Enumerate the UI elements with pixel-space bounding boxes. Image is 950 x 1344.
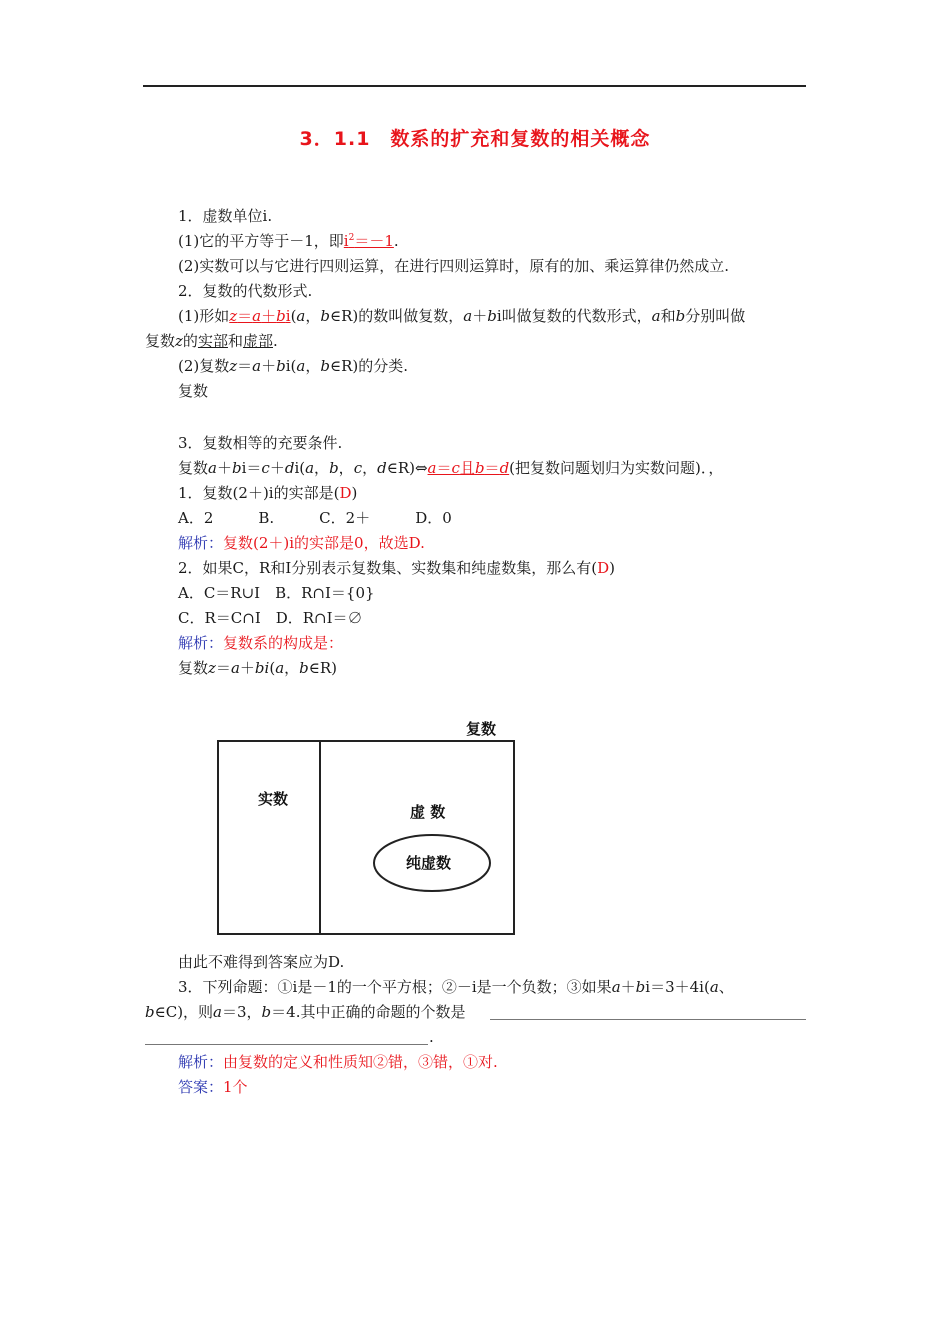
section-1-item-1 (178, 231, 399, 251)
answer-text: 1个 (223, 1078, 248, 1096)
question-3-stem-line-1: 3．下列命题：①i是－1的一个平方根；②－i是一个负数；③如果a＋bi＝3＋4i(a、 (178, 978, 734, 996)
section-2-item-3: 复数 (178, 382, 209, 400)
question-2-conclusion: 由此不难得到答案应为D. (178, 953, 345, 971)
text: ) (351, 484, 358, 502)
text: 1．复数(2＋)i的实部是( (178, 484, 340, 502)
pure-imaginary-label: 纯虚数 (406, 854, 452, 872)
question-1-options: A．2 B. C．2＋ D．0 (178, 509, 452, 527)
text: 和 (227, 332, 243, 350)
section-2-heading: 2．复数的代数形式. (178, 282, 313, 300)
text: ) (609, 559, 615, 577)
analysis-label: 解析： (178, 634, 224, 652)
analysis-label: 解析： (178, 534, 224, 552)
analysis-text: 由复数的定义和性质知②错，③错，①对. (223, 1053, 498, 1071)
text: (1)形如 (178, 307, 230, 325)
complex-number-diagram (210, 710, 520, 940)
question-3-analysis (178, 1052, 498, 1072)
section-2-item-1 (178, 306, 745, 326)
question-2-options-cd: C．R＝C∩I D．R∩I＝∅ (178, 609, 363, 627)
complex-set-box (218, 741, 514, 934)
imaginary-label: 虚 数 (410, 803, 446, 821)
answer-blank: z＝a＋bi (229, 307, 291, 325)
complex-label: 复数 (466, 720, 497, 738)
question-3-stem-line-2: b∈C)，则a＝3，b＝4.其中正确的命题的个数是 (145, 1003, 466, 1021)
section-3-item-1 (178, 458, 723, 478)
text: 复数a＋bi＝c＋di(a，b，c，d∈R)⇔ (178, 459, 428, 477)
question-1-analysis (178, 533, 425, 553)
answer-choice: D (597, 559, 610, 577)
analysis-text: 复数系的构成是： (223, 634, 344, 652)
text: (1)它的平方等于－1，即 (178, 232, 344, 250)
question-1-stem (178, 483, 357, 503)
real-part-term: 实部 (197, 332, 228, 350)
question-2-analysis (178, 633, 343, 653)
section-2-item-2: (2)复数z＝a＋bi(a，b∈R)的分类. (178, 357, 409, 375)
section-1-heading: 1．虚数单位i. (178, 207, 273, 225)
answer-blank-line (490, 1019, 806, 1020)
text: (a，b∈R)的数叫做复数，a＋bi叫做复数的代数形式，a和b分别叫做 (290, 307, 746, 325)
text: . (393, 232, 399, 250)
header-rule (143, 85, 806, 87)
page-title: 3．1.1 数系的扩充和复数的相关概念 (299, 128, 651, 150)
answer-choice: D (339, 484, 352, 502)
text: . (272, 332, 278, 350)
answer-blank: a＝c且b＝d (427, 459, 510, 477)
question-2-formula: 复数z＝a＋bi(a，b∈R) (178, 659, 338, 677)
answer-blank-line-2 (145, 1044, 428, 1045)
answer-blank: $i^2=-1$ (343, 232, 394, 250)
section-2-item-1-cont (145, 331, 278, 351)
real-label: 实数 (258, 790, 289, 808)
section-3-heading: 3．复数相等的充要条件. (178, 434, 343, 452)
question-2-stem (178, 558, 615, 578)
answer-label: 答案： (178, 1078, 224, 1096)
text: (把复数问题划归为实数问题)．， (509, 459, 724, 477)
text: 2．如果C，R和I分别表示复数集、实数集和纯虚数集，那么有( (178, 559, 598, 577)
section-1-item-2: (2)实数可以与它进行四则运算，在进行四则运算时，原有的加、乘运算律仍然成立. (178, 257, 730, 275)
analysis-label: 解析： (178, 1053, 224, 1071)
text: 复数z的 (145, 332, 198, 350)
question-2-options-ab: A．C＝R∪I B．R∩I＝{0} (178, 584, 375, 602)
imag-part-term: 虚部 (242, 332, 273, 350)
question-3-period: . (429, 1028, 434, 1046)
analysis-text: 复数(2＋)i的实部是0，故选D. (223, 534, 425, 552)
question-3-answer (178, 1077, 248, 1097)
